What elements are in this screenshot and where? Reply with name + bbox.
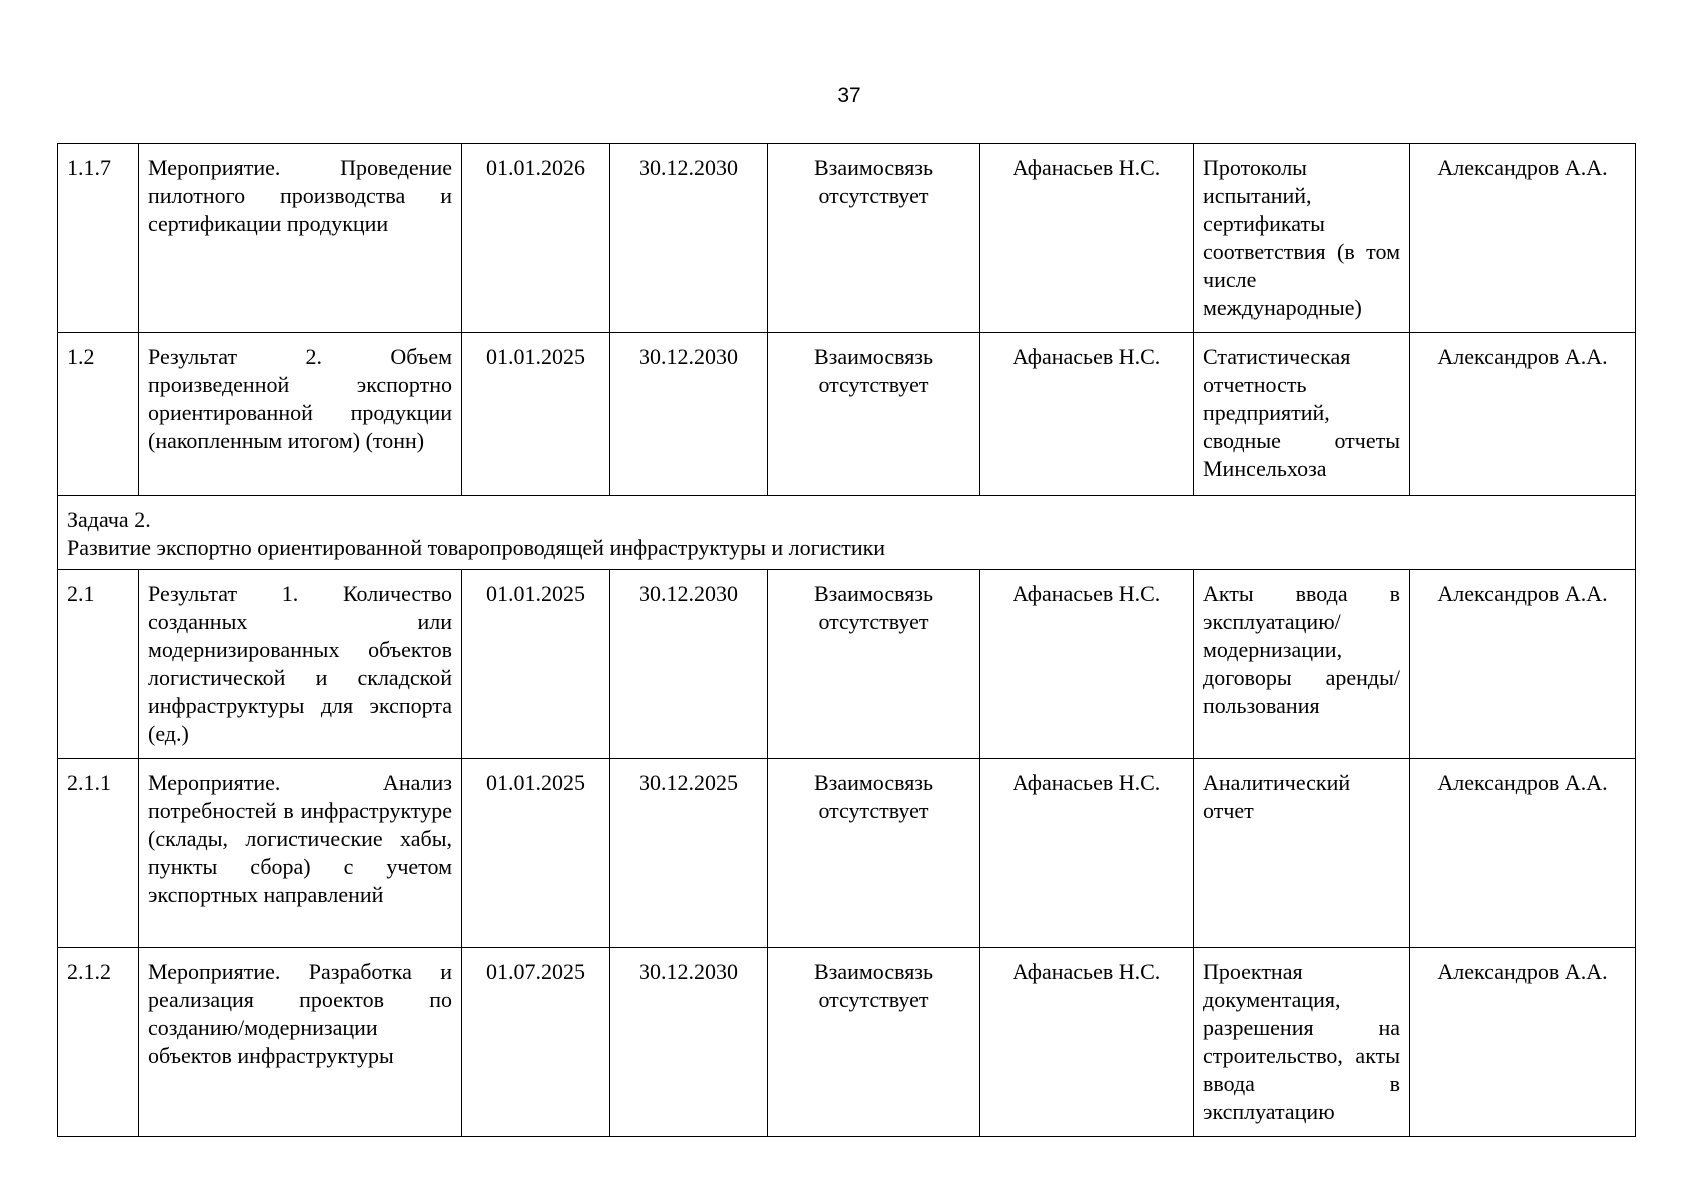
row-start-date: 01.01.2025 [462,759,610,948]
row-responsible: Афанасьев Н.С. [980,948,1194,1137]
task-title: Задача 2. [67,507,151,532]
table-row [58,144,1636,333]
table-row [58,570,1636,759]
table-row [58,333,1636,496]
row-link: Взаимосвязь отсутствует [768,759,980,948]
row-link: Взаимосвязь отсутствует [768,948,980,1137]
row-responsible: Афанасьев Н.С. [980,144,1194,333]
row-controller: Александров А.А. [1410,570,1636,759]
row-document: Проектная документация, разрешения на строительство, акты ввода в эксплуатацию [1194,948,1410,1137]
row-start-date: 01.07.2025 [462,948,610,1137]
task-row [58,496,1636,570]
row-end-date: 30.12.2030 [610,333,768,496]
table-row [58,759,1636,948]
row-controller: Александров А.А. [1410,948,1636,1137]
row-end-date: 30.12.2030 [610,570,768,759]
row-start-date: 01.01.2025 [462,570,610,759]
row-controller: Александров А.А. [1410,333,1636,496]
row-name: Мероприятие. Анализ потребностей в инфраструктуре (склады, логистические хабы, пункты сбора) с учетом экспортных направлений [139,759,462,948]
row-start-date: 01.01.2026 [462,144,610,333]
plan-table [57,143,1636,1137]
row-end-date: 30.12.2030 [610,144,768,333]
row-number: 1.2 [58,333,139,496]
row-controller: Александров А.А. [1410,144,1636,333]
row-number: 2.1.2 [58,948,139,1137]
row-end-date: 30.12.2030 [610,948,768,1137]
row-document: Акты ввода в эксплуатацию/ модернизации, договоры аренды/ пользования [1194,570,1410,759]
row-name: Результат 2. Объем произведенной экспортно ориентированной продукции (накопленным итогом) (тонн) [139,333,462,496]
row-number: 2.1.1 [58,759,139,948]
table-row [58,948,1636,1137]
row-number: 1.1.7 [58,144,139,333]
row-name: Мероприятие. Проведение пилотного производства и сертификации продукции [139,144,462,333]
row-link: Взаимосвязь отсутствует [768,570,980,759]
page-number: 37 [837,84,861,107]
row-link: Взаимосвязь отсутствует [768,144,980,333]
row-responsible: Афанасьев Н.С. [980,759,1194,948]
row-name: Результат 1. Количество созданных или модернизированных объектов логистической и складской инфраструктуры для экспорта (ед.) [139,570,462,759]
row-end-date: 30.12.2025 [610,759,768,948]
task-cell [58,496,1636,570]
row-number: 2.1 [58,570,139,759]
row-link: Взаимосвязь отсутствует [768,333,980,496]
row-start-date: 01.01.2025 [462,333,610,496]
row-responsible: Афанасьев Н.С. [980,333,1194,496]
row-document: Аналитический отчет [1194,759,1410,948]
task-description: Развитие экспортно ориентированной товаропроводящей инфраструктуры и логистики [67,535,886,560]
row-document: Статистическая отчетность предприятий, сводные отчеты Минсельхоза [1194,333,1410,496]
row-controller: Александров А.А. [1410,759,1636,948]
row-name: Мероприятие. Разработка и реализация проектов по созданию/модернизации объектов инфраструктуры [139,948,462,1137]
row-document: Протоколы испытаний, сертификаты соответствия (в том числе международные) [1194,144,1410,333]
row-responsible: Афанасьев Н.С. [980,570,1194,759]
